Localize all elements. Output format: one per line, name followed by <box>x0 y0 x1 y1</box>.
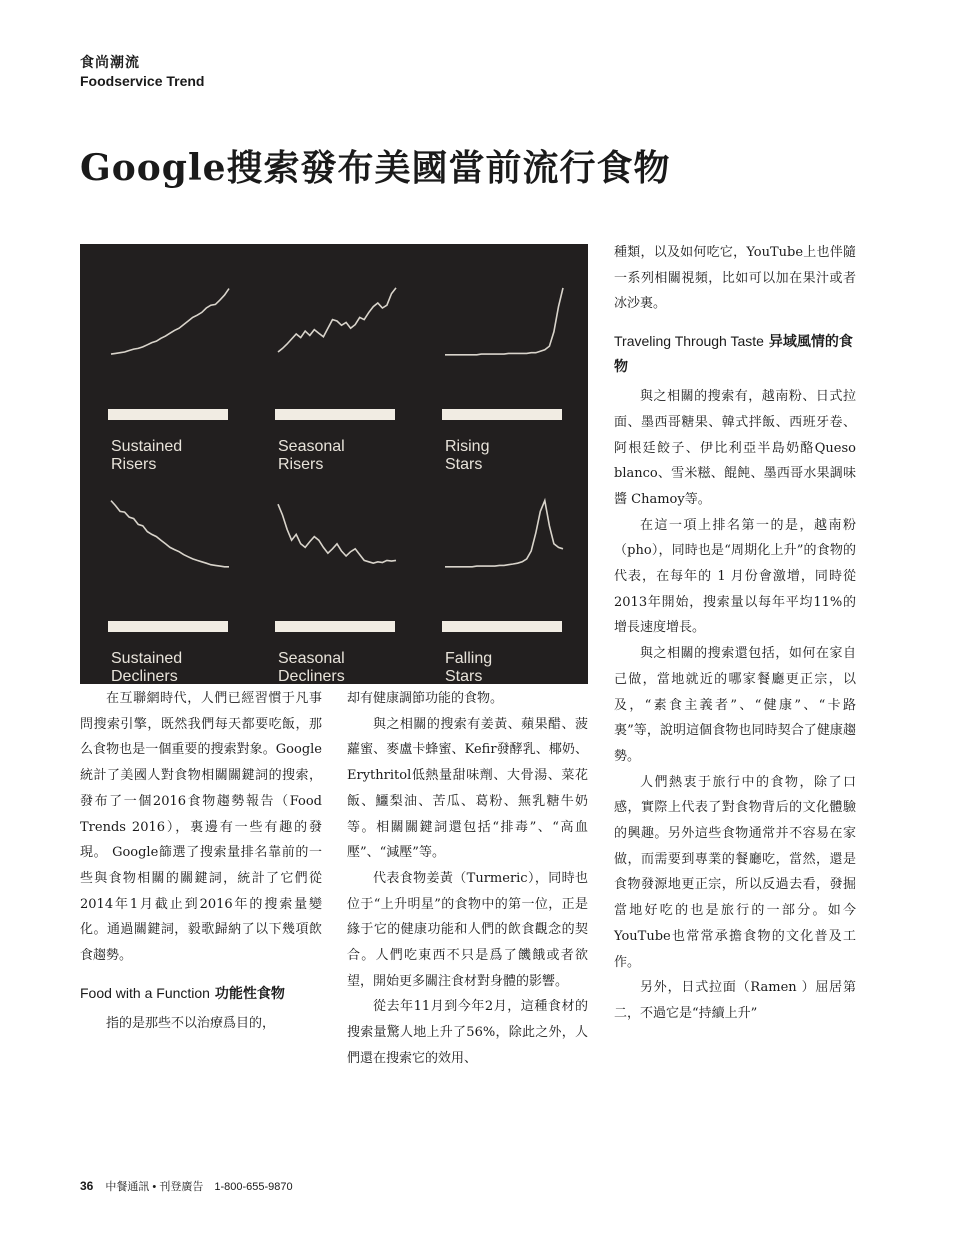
trend-divider-bar <box>442 409 562 420</box>
trend-label: Seasonal Decliners <box>278 650 345 685</box>
trend-curve <box>275 494 400 574</box>
paragraph: 代表食物姜黃（Turmeric），同時也位于“上升明星”的食物中的第一位，正是緣于它的健康功能和人們的飲食觀念的契合。人們吃東西不只是爲了饑餓或者欲望，開始更多關注食材對身體的影響。 <box>347 870 588 989</box>
trend-curve <box>108 282 233 362</box>
paragraph: 指的是那些不以治療爲目的， <box>106 1015 276 1031</box>
trend-label: Falling Stars <box>445 650 493 685</box>
trend-curve <box>442 494 567 574</box>
section-title-cn: 食尚潮流 <box>80 55 140 71</box>
trend-curve <box>108 494 233 574</box>
article-title: Google搜索發布美國當前流行食物 <box>80 147 671 189</box>
trend-infographic <box>80 244 588 684</box>
article-column-2 <box>347 686 588 1072</box>
paragraph: 却有健康調節功能的食物。 <box>347 691 504 706</box>
subheading-traveling-through-taste: Traveling Through Taste 异域風情的食物 <box>614 333 853 376</box>
paragraph: 種類，以及如何吃它，YouTube上也伴隨一系列相關視頻，比如可以加在果汁或者冰沙裏。 <box>614 245 856 312</box>
trend-divider-bar <box>108 409 228 420</box>
paragraph: 在互聯網時代，人們已經習慣于凡事問搜索引擎，既然我們每天都要吃飯，那么食物也是一個重要的搜索對象。Google統計了美國人對食物相關關鍵詞的搜索，發布了一個2016食物趨勢報告（Food Trends 2016），裏邊有一些有趣的發現。 Google篩選了搜索量排名靠前的一些與食物相關的關鍵詞，統計了它們從2014年1月截止到2016年的搜索量變化。通過關鍵詞，毅歌歸納了以下幾項飲食趨勢。 <box>80 691 322 964</box>
paragraph: 人們熱衷于旅行中的食物，除了口感，實際上代表了對食物背后的文化體驗的興趣。另外這些食物通常并不容易在家做，而需要到專業的餐廳吃，當然，還是食物發源地更正宗，所以反過去看，發掘當地好吃的也是旅行的一部分。如今YouTube也常常承擔食物的文化普及工作。 <box>614 774 856 970</box>
trend-label: Seasonal Risers <box>278 438 345 473</box>
section-title-en: Foodservice Trend <box>80 73 205 89</box>
trend-divider-bar <box>442 621 562 632</box>
paragraph: 在這一項上排名第一的是，越南粉（pho），同時也是“周期化上升”的食物的代表，在每年的 1 月份會激增，同時從2013年開始，搜索量以每年平均11%的增長速度增長。 <box>614 517 856 636</box>
trend-curve <box>442 282 567 362</box>
trend-label: Sustained Decliners <box>111 650 183 685</box>
paragraph: 與之相關的搜索有，越南粉、日式拉面、墨西哥糖果、韓式拌飯、西班牙卷、阿根廷餃子、伊比利亞半島奶酪Queso blanco、雪米糍、餛飩、墨西哥水果調味醬 Chamoy等。 <box>614 389 856 507</box>
paragraph: 與之相關的搜索還包括，如何在家自己做，當地就近的哪家餐廳更正宗，以及，“素食主義者”、“健康”、“卡路裏”等，說明這個食物也同時契合了健康趨勢。 <box>614 646 856 764</box>
paragraph: 與之相關的搜索有姜黃、蘋果醋、菠蘿蜜、麥盧卡蜂蜜、Kefir發酵乳、椰奶、Erythritol低熱量甜味劑、大骨湯、菜花飯、鱷梨油、苦瓜、葛粉、無乳糖牛奶等。相關關鍵詞還包括“排毒”、“高血壓”、“減壓”等。 <box>347 716 588 861</box>
page-number: 36 <box>80 1179 94 1193</box>
subheading-food-with-function: Food with a Function 功能性食物 <box>80 984 285 1002</box>
trend-divider-bar <box>275 409 395 420</box>
trend-divider-bar <box>108 621 228 632</box>
trend-label: Rising Stars <box>445 438 490 473</box>
footer-advertising: 中餐通訊 • 刊登廣告 1-800-655-9870 <box>105 1181 293 1193</box>
article-column-3 <box>614 240 856 1027</box>
trend-divider-bar <box>275 621 395 632</box>
trend-curve <box>275 282 400 362</box>
page-footer <box>80 1178 293 1194</box>
paragraph: 另外，日式拉面（Ramen ）屈居第二，不過它是“持續上升” <box>614 980 856 1021</box>
trend-label: Sustained Risers <box>111 438 183 473</box>
article-column-1 <box>80 686 322 1036</box>
paragraph: 從去年11月到今年2月，這種食材的搜索量驚人地上升了56%，除此之外，人們還在搜索它的效用、 <box>347 999 588 1066</box>
